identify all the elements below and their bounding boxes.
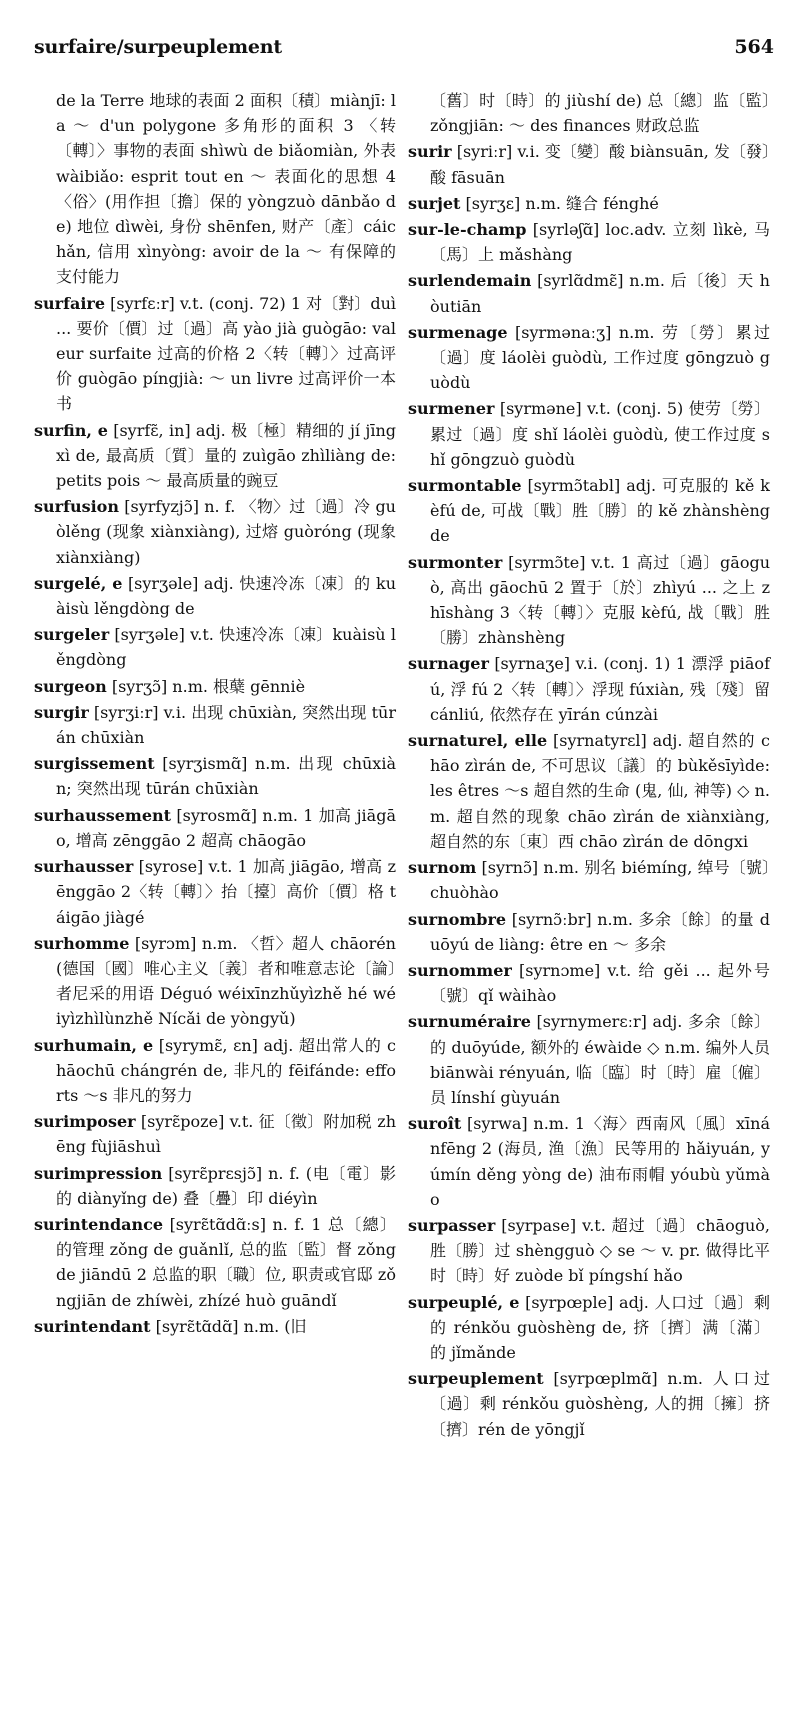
dictionary-entry [34, 571, 396, 621]
page-number: 564 [734, 36, 774, 58]
entry-definition: [syrʒəle] v.t. 快速冷冻〔凍〕kuàisù lěngdòng [56, 625, 396, 670]
dictionary-entry [408, 320, 770, 396]
dictionary-entry [408, 1213, 770, 1289]
dictionary-entry [408, 139, 770, 189]
entry-definition: [syrɔm] n.m. 〈哲〉超人 chāorén (德国〔國〕唯心主义〔義〕者和唯意志论〔論〕者尼采的用语 Déguó wéixīnzhǔyìzhě hé wéiyìzhìlùnzhě Nícǎi de yòngyǔ) [56, 933, 396, 1029]
entry-headword: surjet [408, 193, 461, 213]
entry-headword: surimposer [34, 1112, 136, 1132]
entry-definition: [syrnɔme] v.t. 给 gěi ... 起外号〔號〕qǐ wàihào [430, 960, 770, 1006]
entry-definition: [syrwa] n.m. 1〈海〉西南风〔風〕xīnánfēng 2 (海员, 渔〔漁〕民等用的 hǎiyuán, yúmín děng yòng de) 油布雨帽 yóubù yǔmào [430, 1114, 770, 1209]
entry-definition: [syrʒiːr] v.i. 出现 chūxiàn, 突然出现 tūrán chūxiàn [56, 702, 396, 748]
dictionary-entry [408, 396, 770, 472]
dictionary-entry [34, 751, 396, 801]
entry-continuation [34, 88, 396, 290]
entry-definition: [syrfɛ̃, in] adj. 极〔極〕精细的 jí jīngxì de, 最高质〔質〕量的 zuìgāo zhìliàng de: petits pois ～ 最高质量的豌豆 [56, 420, 396, 491]
entry-headword: surmonter [408, 552, 503, 572]
dictionary-entry [34, 291, 396, 417]
entry-definition: [syrlɑ̃dmɛ̃] n.m. 后〔後〕天 hòutiān [430, 271, 770, 316]
dictionary-entry [34, 674, 396, 699]
entry-headword: surnaturel, elle [408, 731, 548, 751]
dictionary-entry [34, 854, 396, 930]
entry-definition: de la Terre 地球的表面 2 面积〔積〕miànjī: la ～ d'un polygone 多角形的面积 3 〈转〔轉〕〉事物的表面 shìwù de biǎomiàn, 外表 wàibiǎo: esprit tout en ～ 表面化的思想 4〈俗〉(用作担〔擔〕保的 yòngzuò dānbǎo de) 地位 dìwèi, 身份 shēnfen, 财产〔產〕cáichǎn, 信用 xìnyòng: avoir de la ～ 有保障的支付能力 [56, 91, 396, 287]
entry-definition: [syrmənaːʒ] n.m. 劳〔勞〕累过〔過〕度 láolèi guòdù, 工作过度 gōngzuò guòdù [430, 322, 770, 393]
entry-headword: surnombre [408, 909, 507, 929]
entry-headword: surfin, e [34, 420, 108, 440]
left-column [34, 88, 396, 1340]
dictionary-entry [408, 855, 770, 905]
dictionary-entry [34, 1109, 396, 1159]
dictionary-entry [408, 550, 770, 651]
entry-headword: surpeuplé, e [408, 1292, 520, 1312]
entry-definition: [syrnaʒe] v.i. (conj. 1) 1 漂浮 piāofú, 浮 fú 2〈转〔轉〕〉浮现 fúxiàn, 残〔殘〕留 cánliú, 依然存在 yīrán cúnzài [430, 654, 770, 724]
entry-definition: [syrosmɑ̃] n.m. 1 加高 jiāgāo, 增高 zēnggāo 2 超高 chāogāo [56, 805, 396, 850]
entry-headword: suroît [408, 1114, 462, 1134]
dictionary-entry [408, 958, 770, 1008]
entry-headword: surmontable [408, 476, 522, 496]
entry-headword: surmener [408, 399, 495, 419]
entry-headword: surfusion [34, 497, 119, 517]
entry-definition: [syrɛ̃tɑ̃dɑ̃] n.m. (旧 [155, 1316, 307, 1336]
dictionary-entry [408, 651, 770, 727]
entry-headword: surpasser [408, 1215, 496, 1235]
dictionary-entry [34, 494, 396, 570]
entry-definition: [syrymɛ̃, ɛn] adj. 超出常人的 chāochū chángrén de, 非凡的 fēifánde: efforts ～s 非凡的努力 [56, 1035, 396, 1105]
entry-headword: surhausser [34, 857, 134, 877]
right-column [408, 88, 770, 1443]
entry-definition: [syrnatyrɛl] adj. 超自然的 chāo zìrán de, 不可思议〔議〕的 bùkěsīyìde: les êtres ～s 超自然的生命 (鬼, 仙, 神等) ◇ n.m. 超自然的现象 chāo zìrán de xiànxiàng, 超自然的东〔東〕西 chāo zìrán de dōngxi [430, 731, 770, 851]
entry-headword: surnager [408, 654, 489, 674]
entry-definition: [syrpœplmɑ̃] n.m. 人口过〔過〕剩 rénkǒu guòshèng, 人的拥〔擁〕挤〔擠〕rén de yōngjǐ [430, 1369, 770, 1439]
entry-headword: surintendant [34, 1316, 151, 1336]
entry-headword: surfaire [34, 293, 106, 313]
entry-headword: surgeler [34, 625, 110, 645]
entry-headword: surhumain, e [34, 1035, 154, 1055]
entry-definition: [syrʒəle] adj. 快速冷冻〔凍〕的 kuàisù lěngdòng de [56, 573, 397, 619]
entry-definition: [syrnɔ̃ːbr] n.m. 多余〔餘〕的量 duōyú de liàng: être en ～ 多余 [430, 909, 770, 954]
entry-headword: surgissement [34, 754, 155, 774]
entry-definition: [syrʒɔ̃] n.m. 根蘖 gēnniè [111, 676, 306, 696]
dictionary-entry [34, 1161, 396, 1211]
page-header [34, 36, 774, 66]
dictionary-entry [408, 473, 770, 549]
entry-headword: surnom [408, 858, 477, 878]
entry-headword: surhaussement [34, 805, 172, 825]
entry-headword: surir [408, 142, 452, 162]
entry-headword: surimpression [34, 1163, 163, 1183]
entry-headword: surnuméraire [408, 1012, 531, 1032]
entry-definition: [syrpœple] adj. 人口过〔過〕剩的 rénkǒu guòshèng de, 挤〔擠〕满〔滿〕的 jǐmǎnde [430, 1292, 770, 1362]
entry-definition: 〔舊〕时〔時〕的 jiùshí de) 总〔總〕监〔監〕zǒngjiān: ～ des finances 财政总监 [430, 91, 770, 136]
running-head: surfaire/surpeuplement [34, 36, 282, 58]
entry-headword: sur-le-champ [408, 220, 527, 240]
dictionary-entry [34, 622, 396, 672]
dictionary-entry [34, 1314, 396, 1339]
dictionary-entry [34, 1212, 396, 1313]
dictionary-entry [408, 217, 770, 267]
dictionary-entry [34, 931, 396, 1032]
entry-headword: surpeuplement [408, 1369, 544, 1389]
entry-definition: [syrɛ̃prɛsjɔ̃] n. f. (电〔電〕影的 diànyǐng de) 叠〔疊〕印 diéyìn [56, 1163, 396, 1208]
entry-headword: surintendance [34, 1214, 164, 1234]
entry-definition: [syrpase] v.t. 超过〔過〕chāoguò, 胜〔勝〕过 shèngguò ◇ se ～ v. pr. 做得比平时〔時〕好 zuòde bǐ píngshí hǎo [430, 1215, 770, 1286]
dictionary-entry [408, 1366, 770, 1442]
entry-definition: [syrɛ̃poze] v.t. 征〔徵〕附加税 zhēng fùjiāshuì [56, 1112, 396, 1157]
entry-definition: [syrnymerɛːr] adj. 多余〔餘〕的 duōyúde, 额外的 éwàide ◇ n.m. 编外人员 biānwài rényuán, 临〔臨〕时〔時〕雇〔僱〕员 línshí gùyuán [430, 1012, 770, 1107]
entry-definition: [syrmɔ̃te] v.t. 1 高过〔過〕gāoguò, 高出 gāochū 2 置于〔於〕zhìyú ... 之上 zhīshàng 3〈转〔轉〕〉克服 kèfú, 战〔戰〕胜〔勝〕zhànshèng [430, 552, 770, 648]
dictionary-entry [408, 907, 770, 957]
entry-headword: surnommer [408, 960, 512, 980]
entry-headword: surgeon [34, 676, 107, 696]
entry-definition: [syrfyzjɔ̃] n. f. 〈物〉过〔過〕冷 guòlěng (现象 xiànxiàng), 过熔 guòróng (现象 xiànxiàng) [56, 497, 396, 567]
dictionary-entry [408, 268, 770, 318]
dictionary-entry [34, 803, 396, 853]
entry-definition: [syrfɛːr] v.t. (conj. 72) 1 对〔對〕duì ... 要价〔價〕过〔過〕高 yào jià guògāo: valeur surfaite 过高的价格 2〈转〔轉〕〉过高评价 guògāo píngjià: ～ un livre 过高评价一本书 [56, 293, 396, 414]
entry-definition: [syrose] v.t. 1 加高 jiāgāo, 增高 zēnggāo 2〈转〔轉〕〉抬〔擡〕高价〔價〕格 táigāo jiàgé [56, 857, 396, 927]
entry-definition: [syrmɔ̃tabl] adj. 可克服的 kě kèfú de, 可战〔戰〕胜〔勝〕的 kě zhànshèng de [430, 476, 770, 546]
entry-definition: [syrnɔ̃] n.m. 别名 biémíng, 绰号〔號〕chuòhào [430, 858, 770, 903]
entry-definition: [syriːr] v.i. 变〔變〕酸 biànsuān, 发〔發〕酸 fāsuān [430, 142, 770, 187]
entry-headword: surgelé, e [34, 573, 123, 593]
dictionary-entry [34, 418, 396, 494]
dictionary-entry [408, 191, 770, 216]
entry-headword: surmenage [408, 322, 508, 342]
entry-definition: [syrməne] v.t. (conj. 5) 使劳〔勞〕累过〔過〕度 shǐ láolèi guòdù, 使工作过度 shǐ gōngzuò guòdù [430, 399, 770, 469]
entry-continuation [408, 88, 770, 138]
dictionary-entry [408, 1111, 770, 1212]
entry-definition: [syrʒismɑ̃] n.m. 出现 chūxiàn; 突然出现 tūrán chūxiàn [56, 754, 396, 799]
dictionary-entry [34, 700, 396, 750]
entry-headword: surhomme [34, 933, 130, 953]
dictionary-entry [408, 1290, 770, 1366]
entry-definition: [syrʒɛ] n.m. 缝合 fénghé [465, 193, 659, 213]
entry-headword: surlendemain [408, 271, 532, 291]
entry-headword: surgir [34, 702, 89, 722]
entry-definition: [syrɛ̃tɑ̃dɑ̃ːs] n. f. 1 总〔總〕的管理 zǒng de guǎnlǐ, 总的监〔監〕督 zǒng de jiāndū 2 总监的职〔職〕位, 职责或官邸 zǒngjiān de zhíwèi, zhízé huò guāndǐ [56, 1214, 396, 1310]
dictionary-entry [408, 728, 770, 854]
dictionary-entry [408, 1009, 770, 1110]
entry-definition: [syrləʃɑ̃] loc.adv. 立刻 lìkè, 马〔馬〕上 mǎshàng [430, 220, 770, 265]
dictionary-entry [34, 1033, 396, 1109]
